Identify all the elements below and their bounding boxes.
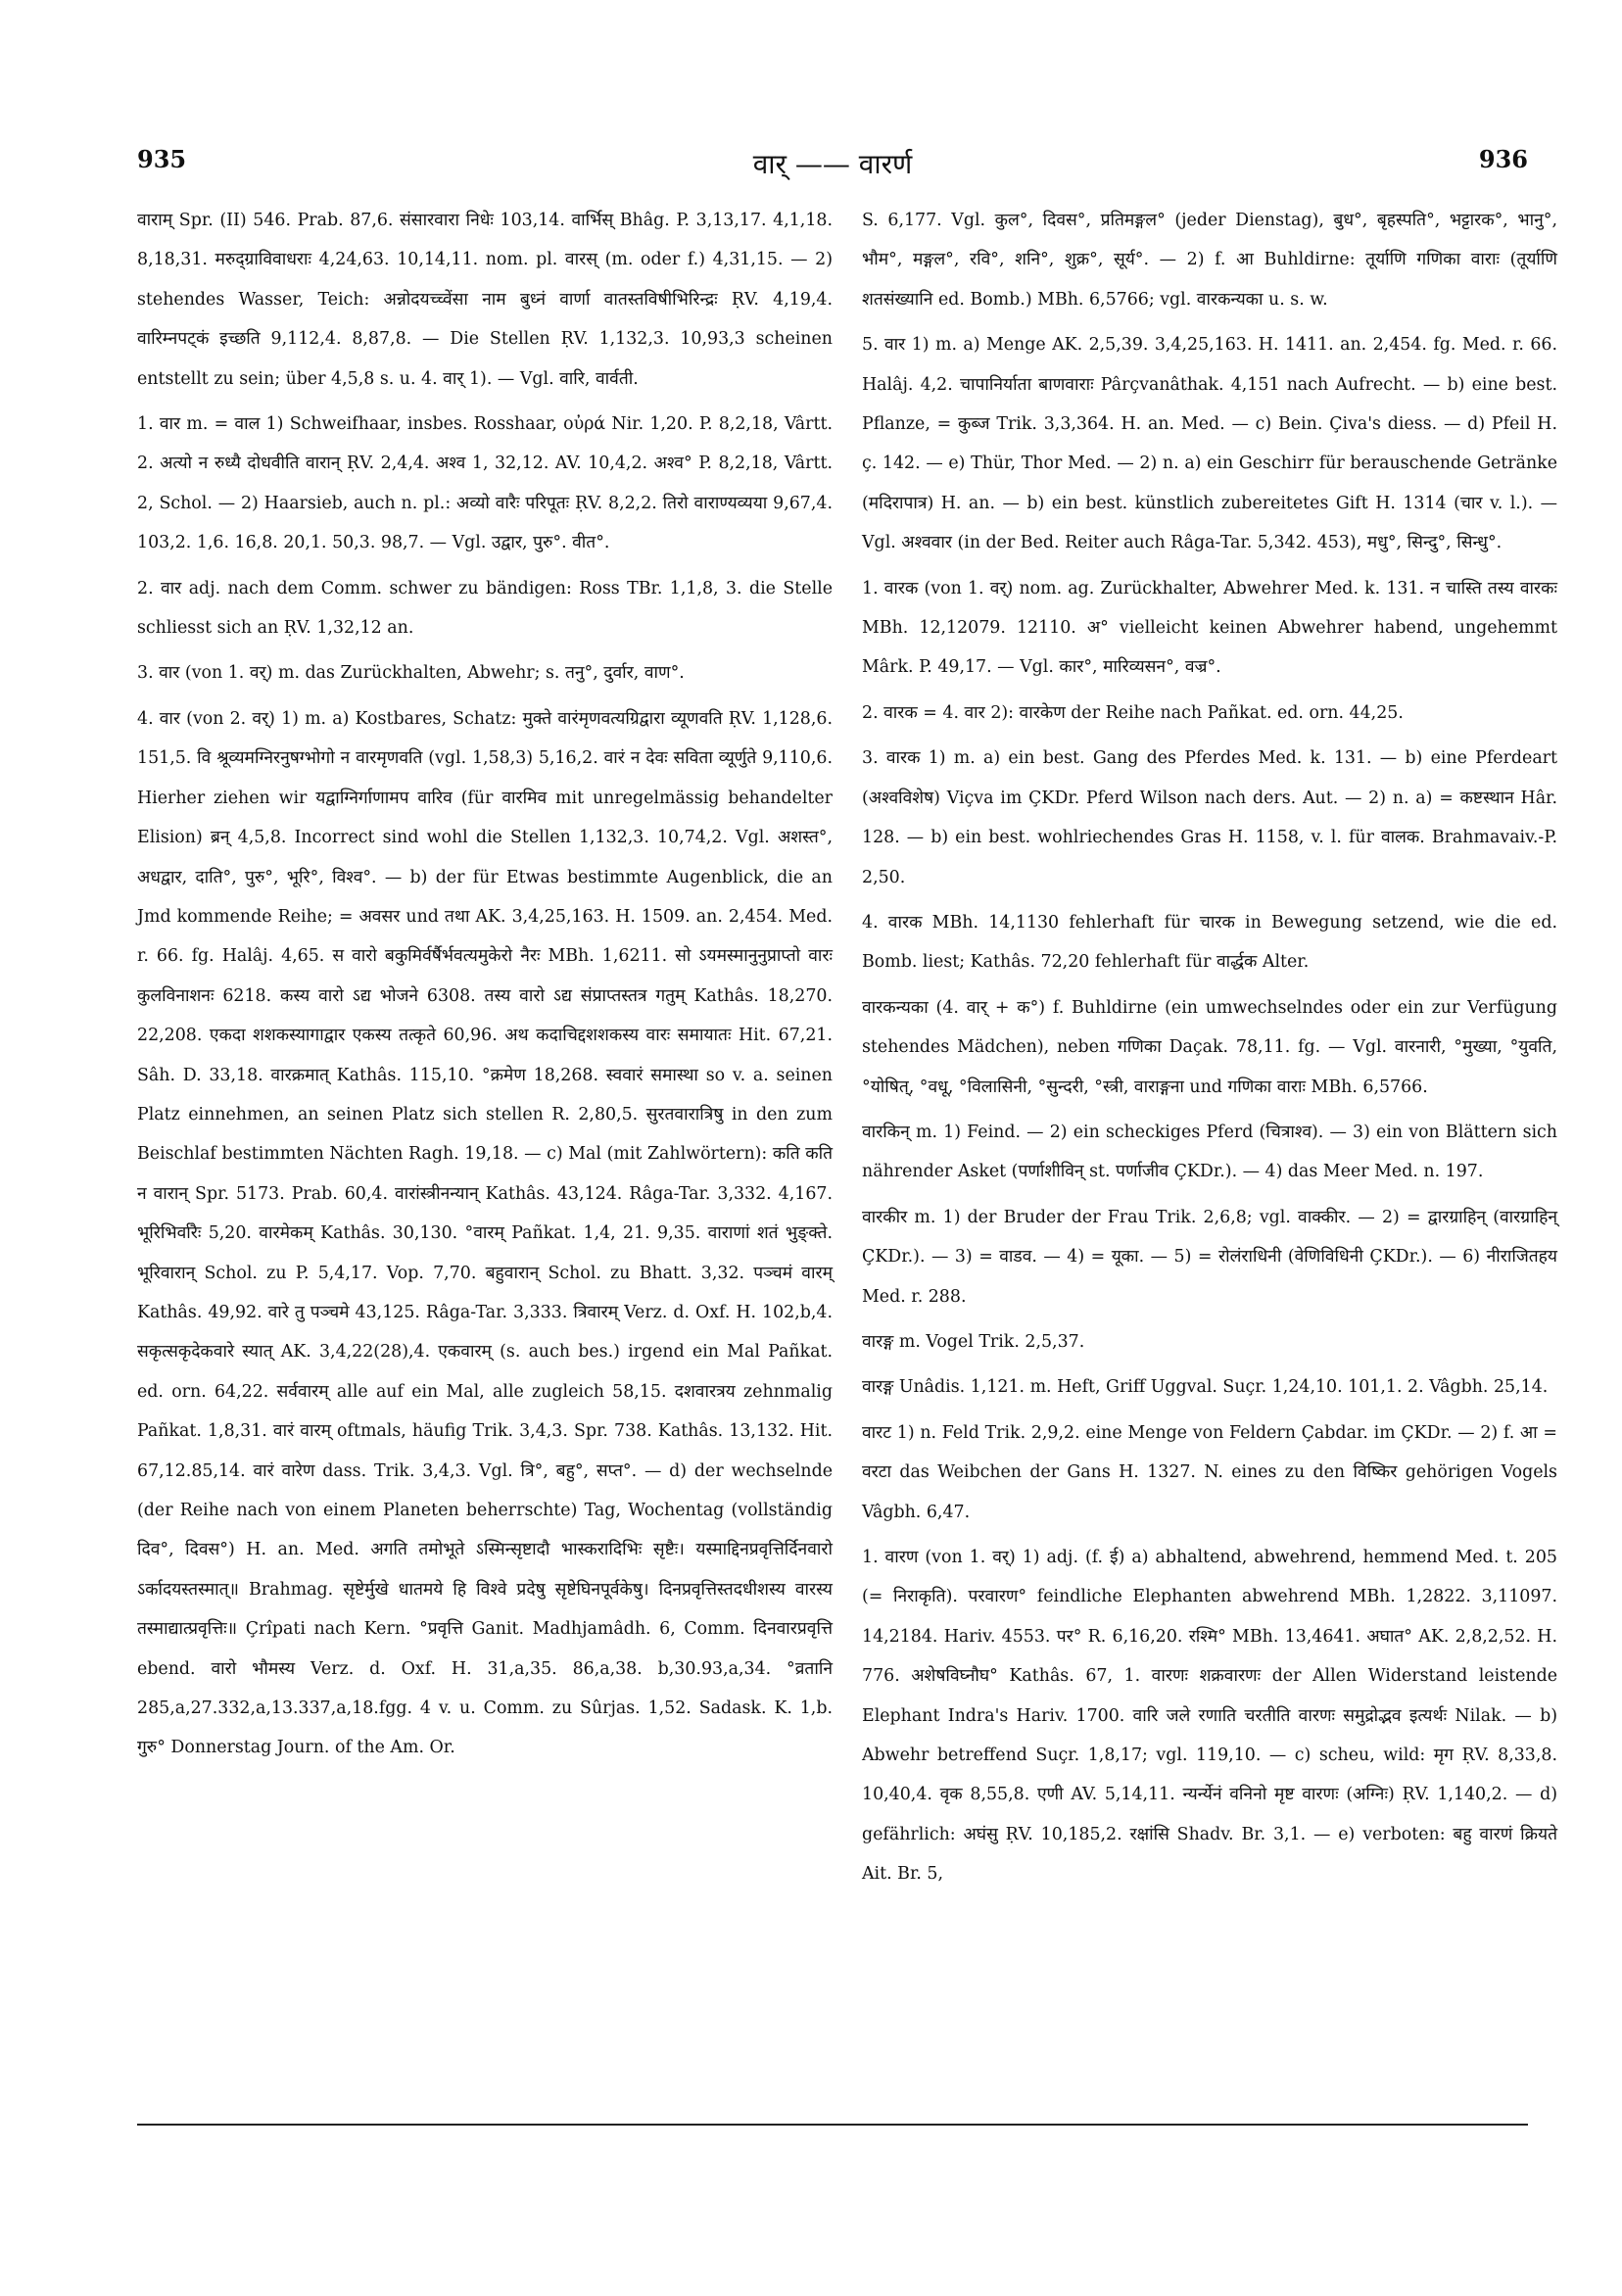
left-column — [137, 201, 833, 1774]
right-column — [862, 201, 1557, 1900]
dictionary-entry: 2. वार adj. nach dem Comm. schwer zu bändigen: Ross TBr. 1,1,8, 3. die Stelle schliesst sich an ṚV. 1,32,12 an. — [137, 578, 833, 639]
dictionary-entry: वारकीर m. 1) der Bruder der Frau Trik. 2,6,8; vgl. वाक्कीर. — 2) = द्वारग्राहिन् (वारग्राहिन् ÇKDr.). — 3) = वाडव. — 4) = यूका. — 5) = रोलंराधिनी (वेणिविधिनी ÇKDr.). — 6) नीराजितहय Med. r. 288. — [862, 1207, 1557, 1307]
dictionary-entry: 3. वारक 1) m. a) ein best. Gang des Pferdes Med. k. 131. — b) eine Pferdeart (अश्वविशेष) Viçva im ÇKDr. Pferd Wilson nach ders. Aut. — 2) n. a) = कष्टस्थान Hâr. 128. — b) ein best. wohlriechendes Gras H. 1158, v. l. für वालक. Brahmavaiv.-P. 2,50. — [862, 748, 1557, 887]
dictionary-entry: S. 6,177. Vgl. कुल°, दिवस°, प्रतिमङ्गल° (jeder Dienstag), बुध°, बृहस्पति°, भट्टारक°, भानु°, भौम°, मङ्गल°, रवि°, शनि°, शुक्र°, सूर्य°. — 2) f. आ Buhldirne: तूर्याणि गणिका वाराः (तूर्याणि शतसंख्यानि ed. Bomb.) MBh. 6,5766; vgl. वारकन्यका u. s. w. — [862, 211, 1557, 310]
running-title: वार् —— वारर्ण — [752, 148, 913, 180]
dictionary-entry: वारङ्ग Unâdis. 1,121. m. Heft, Griff Uggval. Suçr. 1,24,10. 101,1. 2. Vâgbh. 25,14. — [862, 1377, 1549, 1398]
dictionary-entry: 1. वारण (von 1. वर्) 1) adj. (f. ई) a) abhaltend, abwehrend, hemmend Med. t. 205 (= निराकृति). परवारण° feindliche Elephanten abwehrend MBh. 1,2822. 3,11097. 14,2184. Hariv. 4553. पर° R. 6,16,20. रश्मि° MBh. 13,4641. अघात° AK. 2,8,2,52. H. 776. अशेषविघ्नौघ° Kathâs. 67, 1. वारणः शक्रवारणः der Allen Widerstand leistende Elephant Indra's Hariv. 1700. वारि जले रणाति चरतीति वारणः समुद्रोद्भव इत्यर्थः Nilak. — b) Abwehr betreffend Suçr. 1,8,17; vgl. 119,10. — c) scheu, wild: मृग ṚV. 8,33,8. 10,40,4. वृक 8,55,8. एणी AV. 5,14,11. न्यर्न्येनं वनिनो मृष्ट वारणः (अग्निः) ṚV. 1,140,2. — d) gefährlich: अघंसु ṚV. 10,185,2. रक्षांसि Shadv. Br. 3,1. — e) verboten: बहु वारणं क्रियते Ait. Br. 5, — [862, 1548, 1557, 1885]
dictionary-entry: वारट 1) n. Feld Trik. 2,9,2. eine Menge von Feldern Çabdar. im ÇKDr. — 2) f. आ = वरटा das Weibchen der Gans H. 1327. N. eines zu den विष्किर gehörigen Vogels Vâgbh. 6,47. — [862, 1422, 1557, 1522]
dictionary-entry: 3. वार (von 1. वर्) m. das Zurückhalten, Abwehr; s. तनु°, दुर्वार, वाण°. — [137, 663, 685, 684]
page-header — [137, 145, 1528, 184]
dictionary-entry: 1. वारक (von 1. वर्) nom. ag. Zurückhalter, Abwehrer Med. k. 131. न चास्ति तस्य वारकः MBh. 12,12079. 12110. अ° vielleicht keinen Abwehrer habend, ungehemmt Mârk. P. 49,17. — Vgl. कार°, मारिव्यसन°, वज्र°. — [862, 578, 1557, 678]
dictionary-entry: वारकन्यका (4. वार् + क°) f. Buhldirne (ein umwechselndes oder ein zur Verfügung stehendes Mädchen), neben गणिका Daçak. 78,11. fg. — Vgl. वारनारी, °मुख्या, °युवति, °योषित्, °वधू, °विलासिनी, °सुन्दरी, °स्त्री, वाराङ्गना und गणिका वाराः MBh. 6,5766. — [862, 997, 1557, 1097]
dictionary-entry: 4. वार (von 2. वर्) 1) m. a) Kostbares, Schatz: मुक्ते वारंमृणवत्यग्रिद्वारा व्यूणवति ṚV. 1,128,6. 151,5. वि श्रूव्यमग्निरनुषग्भोगो न वारमृणवति (vgl. 1,58,3) 5,16,2. वारं न देवः सविता व्यूर्णुते 9,110,6. Hierher ziehen wir यद्वाग्निर्गाणामप वारिव (für वारमिव mit unregelmässig behandelter Elision) ब्रन् 4,5,8. Incorrect sind wohl die Stellen 1,132,3. 10,74,2. Vgl. अशस्त°, अधद्वार, दाति°, पुरु°, भूरि°, विश्व°. — b) der für Etwas bestimmte Augenblick, die an Jmd kommende Reihe; = अवसर und तथा AK. 3,4,25,163. H. 1509. an. 2,454. Med. r. 66. fg. Halâj. 4,65. स वारो बकुमिर्वर्षैर्भवत्यमुकेरो नैरः MBh. 1,6211. सो ऽयमस्मानुनुप्राप्तो वारः कुलविनाशनः 6218. कस्य वारो ऽद्य भोजने 6308. तस्य वारो ऽद्य संप्राप्तस्तत्र गतुम् Kathâs. 18,270. 22,208. एकदा शशकस्यागाद्वार एकस्य तत्कृते 60,96. अथ कदाचिद्दशशकस्य वारः समायातः Hit. 67,21. Sâh. D. 33,18. वारक्रमात् Kathâs. 115,10. °क्रमेण 18,268. स्ववारं समास्था so v. a. seinen Platz einnehmen, an seinen Platz sich stellen R. 2,80,5. सुरतवारात्रिषु in den zum Beischlaf bestimmten Nächten Ragh. 19,18. — c) Mal (mit Zahlwörtern): कति कति न वारान् Spr. 5173. Prab. 60,4. वारांस्त्रीनन्यान् Kathâs. 43,124. Râga-Tar. 3,332. 4,167. भूरिभिर्वारैः 5,20. वारमेकम् Kathâs. 30,130. °वारम् Pañkat. 1,4, 21. 9,35. वाराणां शतं भुङ्क्ते. भूरिवारान् Schol. zu P. 5,4,17. Vop. 7,70. बहुवारान् Schol. zu Bhatt. 3,32. पञ्चमं वारम् Kathâs. 49,92. वारे तु पञ्चमे 43,125. Râga-Tar. 3,333. त्रिवारम् Verz. d. Oxf. H. 102,b,4. सकृत्सकृदेकवारे स्यात् AK. 3,4,22(28),4. एकवारम् (s. auch bes.) irgend ein Mal Pañkat. ed. orn. 64,22. सर्ववारम् alle auf ein Mal, alle zugleich 58,15. दशवारत्रय zehnmalig Pañkat. 1,8,31. वारं वारम् oftmals, häufig Trik. 3,4,3. Spr. 738. Kathâs. 13,132. Hit. 67,12.85,14. वारं वारेण dass. Trik. 3,4,3. Vgl. त्रि°, बहु°, सप्त°. — d) der wechselnde (der Reihe nach von einem Planeten beherrschte) Tag, Wochentag (vollständig दिव°, दिवस°) H. an. Med. अगति तमोभूते ऽस्मिन्सृष्टादौ भास्करादिभिः सृष्टैः। यस्माद्दिनप्रवृत्तिर्दिनवारो ऽर्कादयस्तस्मात्॥ Brahmag. सृष्टेर्मुखे धातमये हि विश्वे प्रदेषु सृष्टेघिनपूर्वकेषु। दिनप्रवृत्तिस्तदधीशस्य वारस्य तस्माद्यात्प्रवृत्तिः॥ Çrîpati nach Kern. °प्रवृत्ति Ganit. Madhjamâdh. 6, Comm. दिनवारप्रवृत्ति ebend. वारो भौमस्य Verz. d. Oxf. H. 31,a,35. 86,a,38. b,30.93,a,34. °व्रतानि 285,a,27.332,a,13.337,a,18.fgg. 4 v. u. Comm. zu Sûrjas. 1,52. Sadask. K. 1,b. गुरु° Donnerstag Journ. of the Am. Or. — [137, 708, 833, 1758]
right-page-number: 936 — [1478, 145, 1528, 173]
dictionary-entry: 2. वारक = 4. वार 2): वारकेण der Reihe nach Pañkat. ed. orn. 44,25. — [862, 702, 1404, 723]
left-page-number: 935 — [137, 145, 187, 173]
dictionary-entry: वारङ्ग m. Vogel Trik. 2,5,37. — [862, 1331, 1085, 1352]
footer-rule — [137, 2124, 1528, 2126]
dictionary-entry: 4. वारक MBh. 14,1130 fehlerhaft für चारक in Bewegung setzend, wie die ed. Bomb. liest; Kathâs. 72,20 fehlerhaft für वार्द्धक Alter. — [862, 912, 1557, 973]
dictionary-entry: 5. वार 1) m. a) Menge AK. 2,5,39. 3,4,25,163. H. 1411. an. 2,454. fg. Med. r. 66. Halâj. 4,2. चापानिर्याता बाणवाराः Pârçvanâthak. 4,151 nach Aufrecht. — b) eine best. Pflanze, = कुब्ज Trik. 3,3,364. H. an. Med. — c) Bein. Çiva's diess. — d) Pfeil H. ç. 142. — e) Thür, Thor Med. — 2) n. a) ein Geschirr für berauschende Getränke (मदिरापात्र) H. an. — b) ein best. künstlich zubereitetes Gift H. 1314 (चार v. l.). — Vgl. अश्ववार (in der Bed. Reiter auch Râga-Tar. 5,342. 453), मधु°, सिन्दु°, सिन्धु°. — [862, 335, 1557, 553]
dictionary-entry: वाराम् Spr. (II) 546. Prab. 87,6. संसारवारा निधेः 103,14. वार्भिस् Bhâg. P. 3,13,17. 4,1,18. 8,18,31. मरुद्ग्राविवाधराः 4,24,63. 10,14,11. nom. pl. वारस् (m. oder f.) 4,31,15. — 2) stehendes Wasser, Teich: अन्नोदयच्च्वेंसा नाम बुध्नं वार्णा वातस्तविषीभिरिन्द्रः ṚV. 4,19,4. वारिम्नपट्कं इच्छति 9,112,4. 8,87,8. — Die Stellen ṚV. 1,132,3. 10,93,3 scheinen entstellt zu sein; über 4,5,8 s. u. 4. वार् 1). — Vgl. वारि, वार्वती. — [137, 211, 833, 389]
dictionary-entry: वारकिन् m. 1) Feind. — 2) ein scheckiges Pferd (चित्राश्व). — 3) ein von Blättern sich nährender Asket (पर्णाशीविन् st. पर्णाजीव ÇKDr.). — 4) das Meer Med. n. 197. — [862, 1122, 1557, 1182]
dictionary-entry: 1. वार m. = वाल 1) Schweifhaar, insbes. Rosshaar, οὐρά Nir. 1,20. P. 8,2,18, Vârtt. 2. अत्यो न रुध्यै दोधवीति वारान् ṚV. 2,4,4. अश्व 1, 32,12. AV. 10,4,2. अश्व° P. 8,2,18, Vârtt. 2, Schol. — 2) Haarsieb, auch n. pl.: अव्यो वारैः परिपूतः ṚV. 8,2,2. तिरो वाराण्यव्यया 9,67,4. 103,2. 1,6. 16,8. 20,1. 50,3. 98,7. — Vgl. उद्वार, पुरु°. वीत°. — [137, 414, 833, 553]
